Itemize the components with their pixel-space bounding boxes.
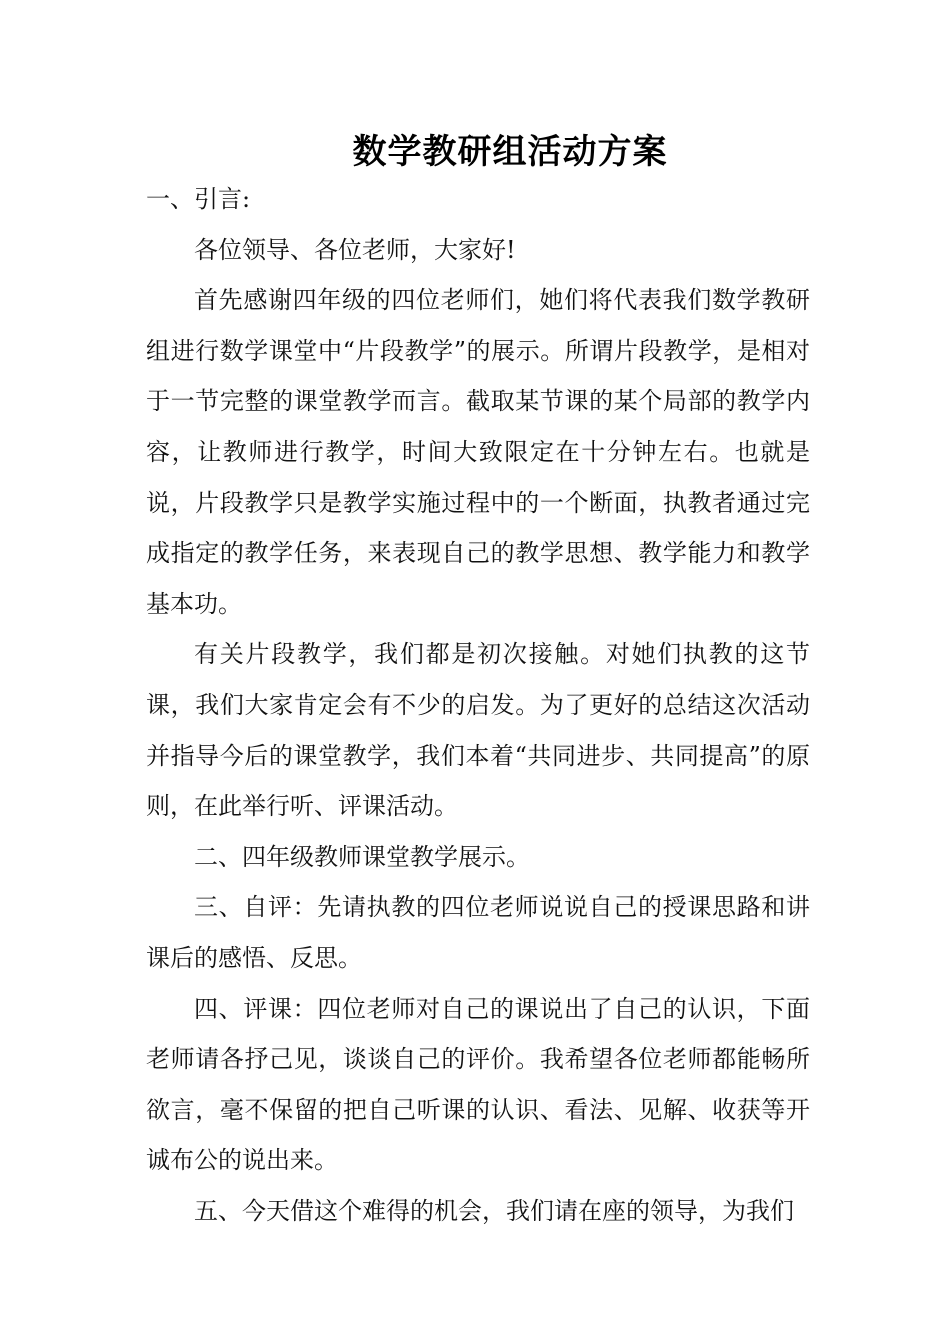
- document-body: [146, 174, 810, 1236]
- body-paragraph: 有关片段教学，我们都是初次接触。对她们执教的这节课，我们大家肯定会有不少的启发。为了更好的总结这次活动并指导今后的课堂教学，我们本着“共同进步、共同提高”的原则，在此举行听、评课活动。: [146, 640, 810, 821]
- document-title: 数学教研组活动方案: [352, 132, 668, 172]
- greeting-paragraph: 各位领导、各位老师，大家好!: [194, 235, 516, 264]
- section-heading-intro: 一、引言:: [146, 185, 251, 213]
- section-item: 二、四年级教师课堂教学展示。: [194, 842, 530, 871]
- section-item: 五、今天借这个难得的机会，我们请在座的领导，为我们: [194, 1196, 794, 1225]
- section-item: 四、评课：四位老师对自己的课说出了自己的认识，下面老师请各抒己见，谈谈自己的评价。我希望各位老师都能畅所欲言，毫不保留的把自己听课的认识、看法、见解、收获等开诚布公的说出来。: [146, 994, 810, 1175]
- section-item: 三、自评：先请执教的四位老师说说自己的授课思路和讲课后的感悟、反思。: [146, 893, 810, 972]
- body-paragraph: 首先感谢四年级的四位老师们，她们将代表我们数学教研组进行数学课堂中“片段教学”的展示。所谓片段教学，是相对于一节完整的课堂教学而言。截取某节课的某个局部的教学内容，让教师进行教学，时间大致限定在十分钟左右。也就是说，片段教学只是教学实施过程中的一个断面，执教者通过完成指定的教学任务，来表现自己的教学思想、教学能力和教学基本功。: [146, 286, 810, 618]
